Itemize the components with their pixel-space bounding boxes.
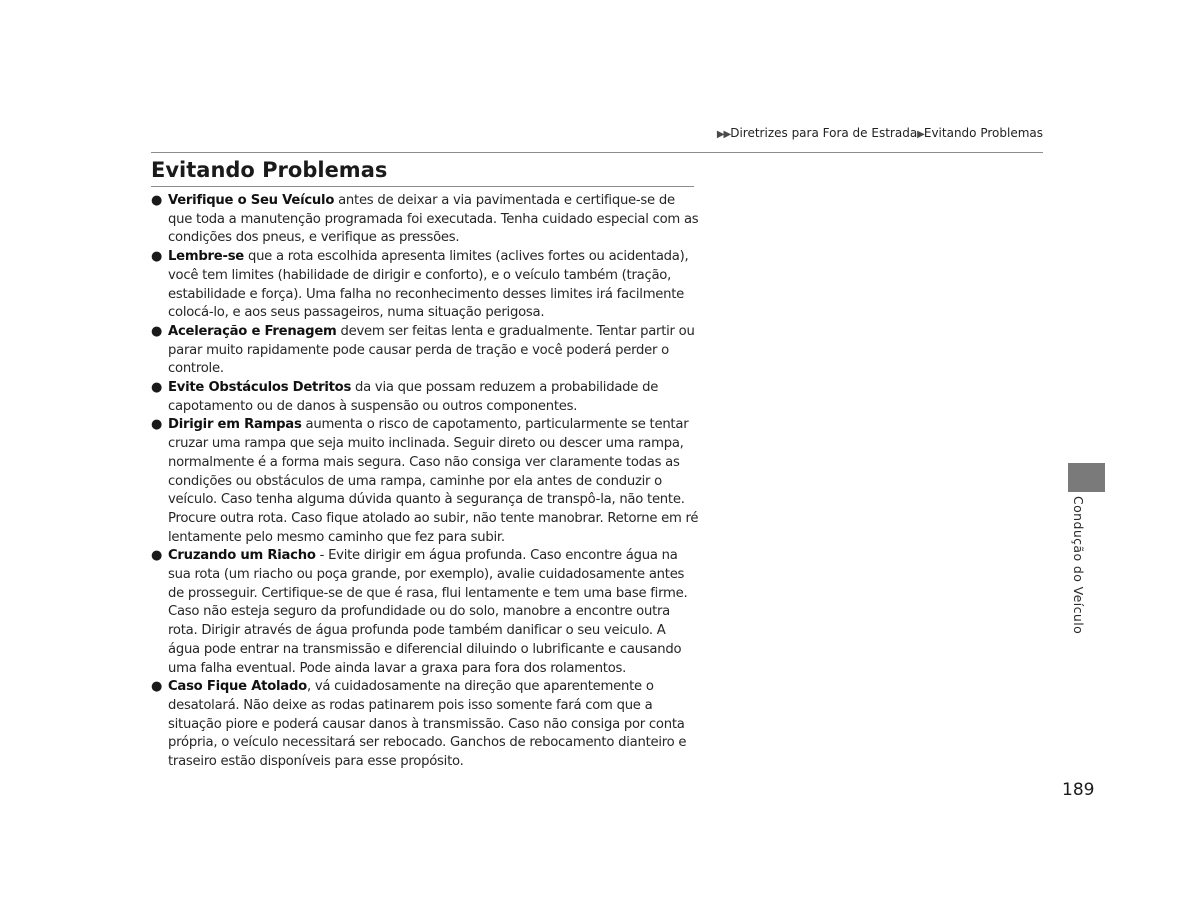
list-item bbox=[151, 547, 699, 678]
list-item-text: antes de deixar a via pavimentada e certifique-se de que toda a manutenção programada foi executada. Tenha cuidado especial com as condições dos pneus, e verifique as pressões. bbox=[168, 193, 699, 246]
chapter-label: Condução do Veículo bbox=[1071, 496, 1086, 635]
list-item-text: , vá cuidadosamente na direção que aparentemente o desatolará. Não deixe as rodas patinarem pois isso somente fará com que a situação piore e poderá causar danos à transmissão. Caso não consiga por conta própria, o veículo necessitará ser rebocado. Ganchos de rebocamento dianteiro e traseiro estão disponíveis para esse propósito. bbox=[168, 679, 687, 770]
breadcrumb-current: Evitando Problemas bbox=[923, 126, 1043, 140]
bullet-icon: ● bbox=[151, 417, 163, 433]
list-item bbox=[151, 248, 699, 323]
list-item bbox=[151, 678, 699, 772]
bullet-icon: ● bbox=[151, 193, 163, 208]
page-title: Evitando Problemas bbox=[151, 158, 388, 182]
breadcrumb bbox=[717, 125, 1043, 143]
list-item bbox=[151, 379, 699, 416]
list-item-heading: Caso Fique Atolado bbox=[168, 679, 307, 695]
list-item-heading: Verifique o Seu Veículo bbox=[168, 193, 335, 208]
double-arrow-icon: ▶▶ bbox=[716, 129, 731, 140]
list-item-heading: Evite Obstáculos Detritos bbox=[168, 380, 352, 396]
breadcrumb-section[interactable]: Diretrizes para Fora de Estrada bbox=[730, 126, 918, 140]
bullet-icon: ● bbox=[151, 380, 163, 396]
list-item-text: aumenta o risco de capotamento, particularmente se tentar cruzar uma rampa que seja muito inclinada. Seguir direto ou descer uma rampa, normalmente é a forma mais segura. Caso não consiga ver claramente todas as condições ou obstáculos de uma rampa, caminhe por ela antes de conduzir o veículo. Caso tenha alguma dúvida quanto à segurança de transpô-la, não tente. Procure outra rota. Caso fique atolado ao subir, não tente manobrar. Retorne em ré lentamente pelo mesmo caminho que fez para subir. bbox=[168, 417, 699, 545]
bullet-icon: ● bbox=[151, 323, 163, 339]
list-item bbox=[151, 323, 699, 379]
page-number: 189 bbox=[1062, 780, 1095, 800]
list-item-heading: Lembre-se bbox=[168, 249, 244, 265]
header-divider bbox=[151, 152, 1043, 153]
list-item-heading: Cruzando um Riacho bbox=[168, 548, 316, 564]
bullet-icon: ● bbox=[151, 548, 163, 564]
bullet-icon: ● bbox=[151, 679, 163, 695]
title-divider bbox=[151, 186, 694, 187]
list-item-heading: Dirigir em Rampas bbox=[168, 417, 302, 433]
list-item-text: devem ser feitas lenta e gradualmente. Tentar partir ou parar muito rapidamente pode causar perda de tração e você poderá perder o controle. bbox=[168, 323, 695, 377]
list-item-text: que a rota escolhida apresenta limites (aclives fortes ou acidentada), você tem limites (habilidade de dirigir e conforto), e o veículo também (tração, estabilidade e força). Uma falha no reconhecimento desses limites irá facilmente colocá-lo, e aos seus passageiros, numa situação perigosa. bbox=[168, 249, 689, 321]
list-item-text: - Evite dirigir em água profunda. Caso encontre água na sua rota (um riacho ou poça grande, por exemplo), avalie cuidadosamente antes de prosseguir. Certifique-se de que é rasa, flui lentamente e tem uma base firme. Caso não esteja seguro da profundidade ou do solo, manobre a encontre outra rota. Dirigir através de água profunda pode também danificar o seu veiculo. A água pode entrar na transmissão e diferencial diluindo o lubrificante e causando uma falha eventual. Pode ainda lavar a graxa para fora dos rolamentos. bbox=[168, 548, 688, 676]
list-item bbox=[151, 192, 699, 248]
list-item-text: da via que possam reduzem a probabilidade de capotamento ou de danos à suspensão ou outros componentes. bbox=[168, 380, 659, 414]
arrow-icon: ▶ bbox=[917, 129, 924, 140]
bullet-list bbox=[151, 192, 699, 772]
chapter-tab[interactable] bbox=[1068, 463, 1105, 492]
bullet-icon: ● bbox=[151, 249, 163, 265]
list-item-heading: Aceleração e Frenagem bbox=[168, 323, 337, 339]
list-item bbox=[151, 416, 699, 547]
